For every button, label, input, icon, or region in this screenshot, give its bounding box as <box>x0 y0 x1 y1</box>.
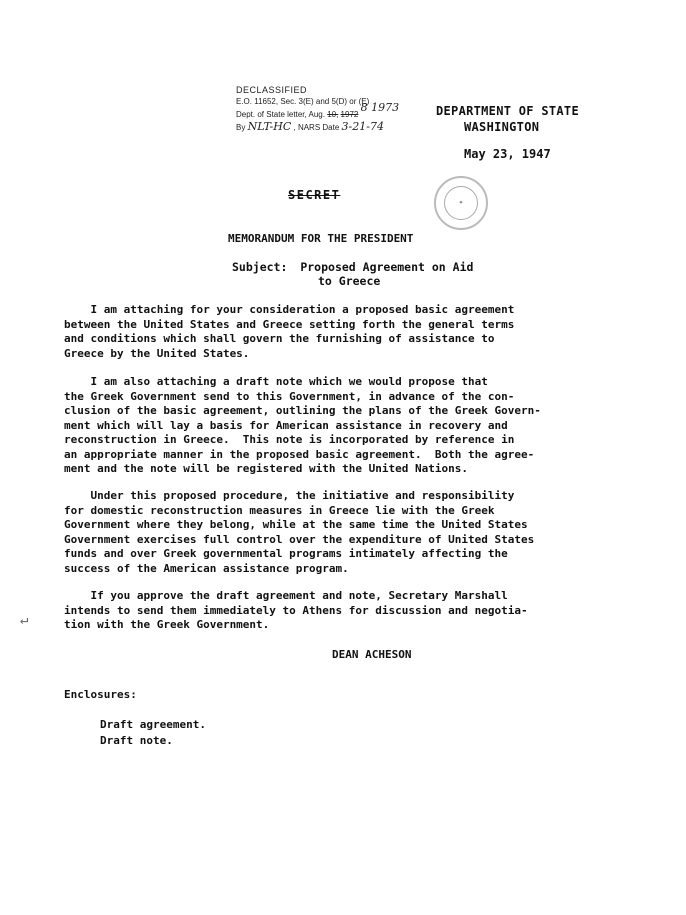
declassified-label: DECLASSIFIED <box>236 85 308 95</box>
enclosure-item: Draft agreement. <box>100 718 206 731</box>
declassification-stamp <box>236 84 426 134</box>
subject-text-line1: Proposed Agreement on Aid <box>300 260 474 274</box>
enclosure-item: Draft note. <box>100 734 173 747</box>
margin-mark: ↵ <box>20 612 29 628</box>
dept-letter-prefix: Dept. of State letter, Aug. <box>236 110 325 119</box>
memo-date: May 23, 1947 <box>464 147 551 161</box>
dept-letter-handwritten: 8 1973 <box>360 101 400 114</box>
washington-line: WASHINGTON <box>464 120 540 134</box>
body-paragraph-4: If you approve the draft agreement and note, Secretary Marshall intends to send them immediately to Athens for discussion and negotia- tion with the Greek Government. <box>64 589 528 631</box>
signature-name: DEAN ACHESON <box>332 648 412 661</box>
by-line <box>236 121 426 134</box>
subject-line <box>232 260 473 274</box>
by-handwritten: NLT-HC <box>247 120 292 133</box>
library-seal-icon <box>434 176 488 230</box>
dept-letter-day-struck: 10, <box>327 110 339 119</box>
body-paragraph-3: Under this proposed procedure, the initiative and responsibility for domestic reconstruction measures in Greece lie with the Greek Government where they belong, while at the same time the United States Government exercises full control over the expenditure of United States funds and over Greek governmental programs intimately affecting the success of the American assistance program. <box>64 489 535 575</box>
nars-date-handwritten: 3-21-74 <box>341 120 384 133</box>
subject-text-line2: to Greece <box>318 274 381 288</box>
enclosures-label: Enclosures: <box>64 688 137 701</box>
by-label: By <box>236 123 246 132</box>
department-line: DEPARTMENT OF STATE <box>436 104 579 118</box>
eo-line: E.O. 11652, Sec. 3(E) and 5(D) or (E) <box>236 97 370 106</box>
dept-letter-year-struck: 1972 <box>340 110 359 119</box>
body-paragraph-1: I am attaching for your consideration a proposed basic agreement between the United States and Greece setting forth the general terms and conditions which shall govern the furnishing of assistance to Greece by the United States. <box>64 303 515 360</box>
body-paragraph-2: I am also attaching a draft note which we would propose that the Greek Government send to this Government, in advance of the con- clusion of the basic agreement, outlining the plans of the Greek Govern- ment which will lay a basis for American assistance in recovery and reconstruction in Greece. This note is incorporated by reference in an appropriate manner in the proposed basic agreement. Both the agree- ment and the note will be registered with the United Nations. <box>64 375 541 475</box>
subject-label: Subject: <box>232 260 288 274</box>
seal-inner-ring: ✦ <box>444 186 478 220</box>
nars-label: , NARS Date <box>293 123 340 132</box>
memo-title: MEMORANDUM FOR THE PRESIDENT <box>228 232 414 245</box>
classification-marking: SECRET <box>288 188 341 202</box>
